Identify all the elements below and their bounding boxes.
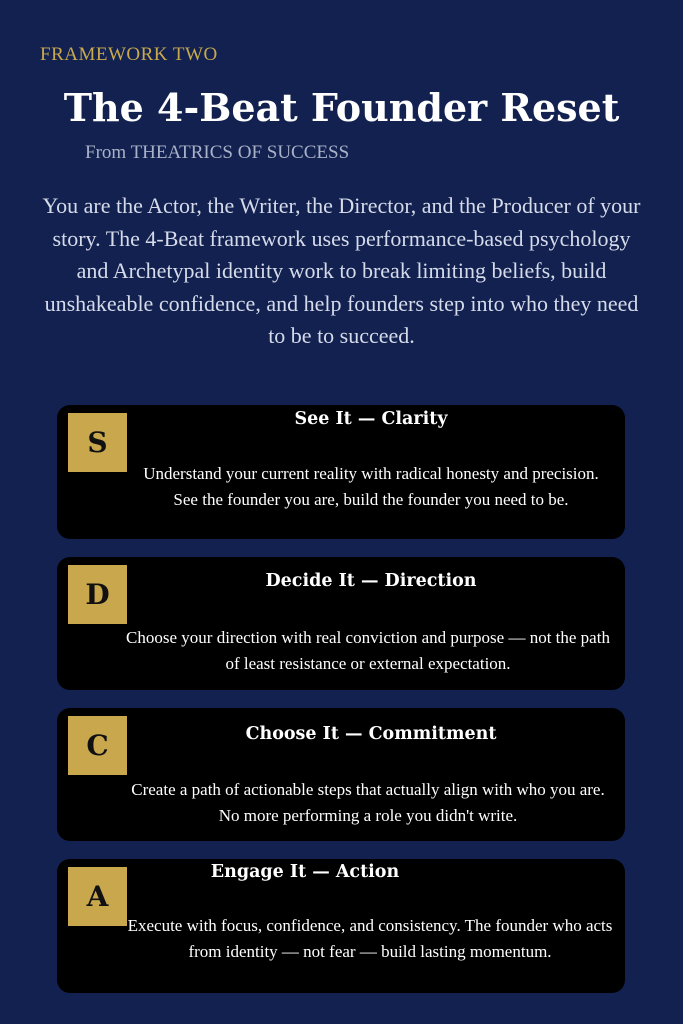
beat-description: Understand your current reality with radical honesty and precision. See the founder you are, build the founder you need to be. — [143, 464, 599, 509]
beat-title: Decide It — Direction — [265, 571, 477, 591]
beat-card-see — [57, 405, 625, 539]
intro-paragraph: You are the Actor, the Writer, the Director, and the Producer of your story. The 4-Beat framework uses performance-based psychology and Archetypal identity work to break limiting beliefs, build unshakeable confidence, and help founders step into who they need to be to succeed. — [42, 193, 641, 348]
beat-card-decide — [57, 557, 625, 690]
beat-badge-a: A — [68, 867, 127, 926]
beat-title: See It — Clarity — [294, 409, 448, 429]
beat-card-engage — [57, 859, 625, 993]
page-title: The 4-Beat Founder Reset — [63, 85, 620, 130]
beat-badge-s: S — [68, 413, 127, 472]
page-subtitle: From THEATRICS OF SUCCESS — [85, 142, 350, 163]
beat-badge-c: C — [68, 716, 127, 775]
beat-title: Engage It — Action — [210, 862, 400, 882]
beat-description: Create a path of actionable steps that actually align with who you are. No more performing a role you didn't write. — [131, 780, 605, 825]
beat-badge-d: D — [68, 565, 127, 624]
beat-title: Choose It — Commitment — [245, 724, 497, 744]
beat-description: Choose your direction with real conviction and purpose — not the path of least resistance or external expectation. — [126, 628, 610, 673]
framework-eyebrow: FRAMEWORK TWO — [40, 44, 218, 65]
beat-description: Execute with focus, confidence, and consistency. The founder who acts from identity — not fear — build lasting momentum. — [127, 916, 613, 961]
beat-card-choose — [57, 708, 625, 841]
